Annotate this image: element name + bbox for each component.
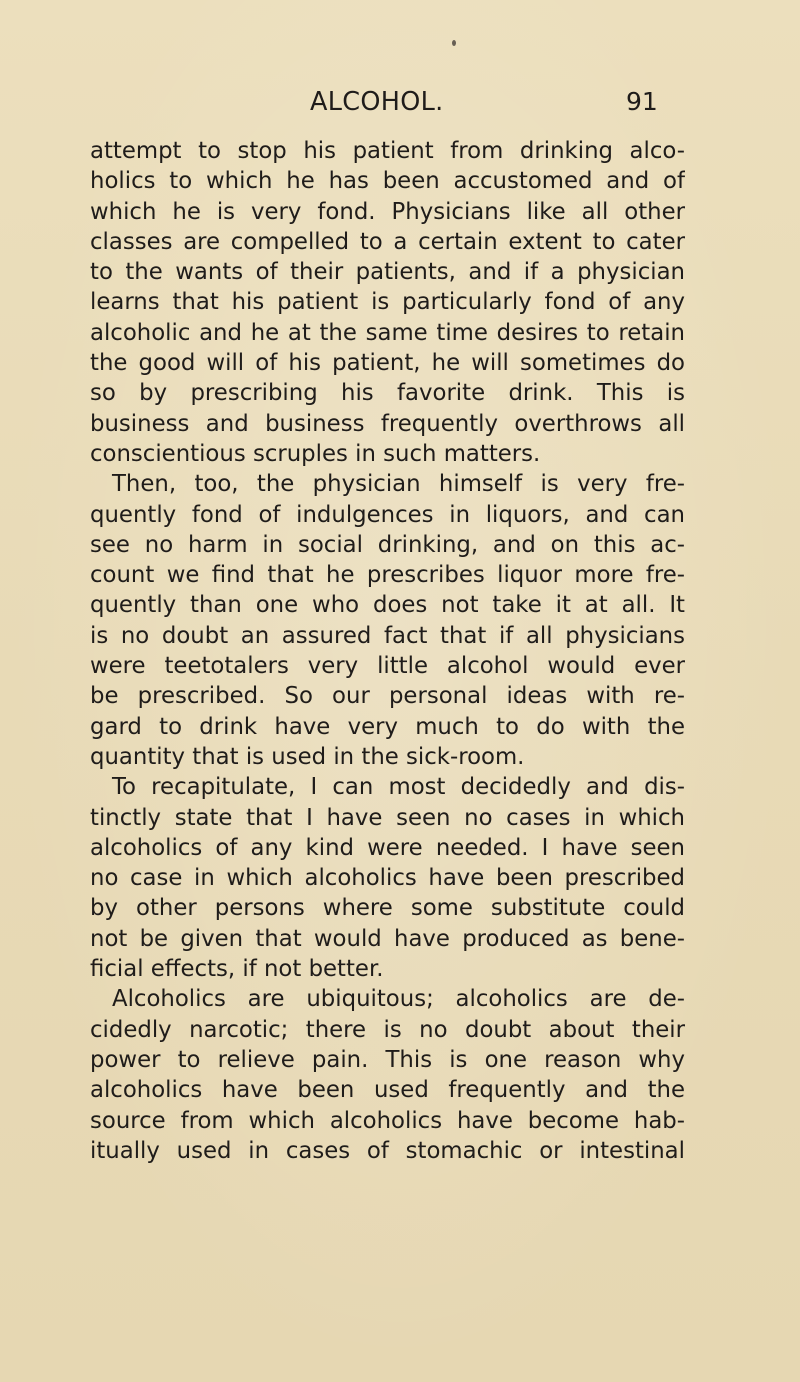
text-line: learns that his patient is particularly fond of any <box>90 289 685 316</box>
text-line: power to relieve pain. This is one reason why <box>90 1046 685 1073</box>
text-line: by other persons where some substitute could <box>90 895 685 922</box>
text-line: attempt to stop his patient from drinking alco- <box>90 138 685 164</box>
text-line: Alcoholics are ubiquitous; alcoholics are de- <box>112 986 685 1013</box>
text-line: business and business frequently overthrows all <box>90 410 685 437</box>
text-line: conscientious scruples in such matters. <box>90 440 541 467</box>
text-line: classes are compelled to a certain extent to cater <box>90 228 685 255</box>
text-line: count we find that he prescribes liquor more fre- <box>90 562 685 589</box>
text-line: not be given that would have produced as bene- <box>90 925 685 952</box>
text-line: is no doubt an assured fact that if all physicians <box>90 622 685 649</box>
text-line: which he is very fond. Physicians like all other <box>90 198 685 225</box>
text-line: tinctly state that I have seen no cases in which <box>90 804 685 831</box>
text-line: to the wants of their patients, and if a physician <box>90 259 685 286</box>
text-line: itually used in cases of stomachic or intestinal <box>90 1137 685 1164</box>
text-line: be prescribed. So our personal ideas with re- <box>90 683 685 710</box>
page-number: 91 <box>626 87 658 116</box>
text-line: holics to which he has been accustomed and of <box>90 168 685 195</box>
page-header <box>0 86 800 118</box>
text-line: no case in which alcoholics have been prescribed <box>90 865 685 892</box>
text-line: the good will of his patient, he will sometimes do <box>90 350 685 377</box>
text-line: see no harm in social drinking, and on this ac- <box>90 531 685 558</box>
text-line: were teetotalers very little alcohol would ever <box>90 653 685 680</box>
text-line: To recapitulate, I can most decidedly and dis- <box>112 774 685 801</box>
text-line: quently fond of indulgences in liquors, and can <box>90 501 685 528</box>
text-line: ficial effects, if not better. <box>90 956 384 983</box>
text-line: so by prescribing his favorite drink. This is <box>90 380 685 407</box>
text-line: source from which alcoholics have become hab- <box>90 1107 685 1134</box>
text-line: quantity that is used in the sick-room. <box>90 743 525 770</box>
text-line: alcoholics have been used frequently and the <box>90 1077 685 1104</box>
ink-speck <box>452 40 456 46</box>
text-line: cidedly narcotic; there is no doubt about their <box>90 1016 685 1043</box>
text-line: alcoholic and he at the same time desires to retain <box>90 319 685 346</box>
body-text <box>90 136 685 1166</box>
text-line: alcoholics of any kind were needed. I have seen <box>90 834 685 861</box>
text-line: Then, too, the physician himself is very fre- <box>112 471 685 498</box>
running-title: ALCOHOL. <box>310 87 444 117</box>
text-line: gard to drink have very much to do with the <box>90 713 685 740</box>
text-line: quently than one who does not take it at all. It <box>90 592 685 619</box>
